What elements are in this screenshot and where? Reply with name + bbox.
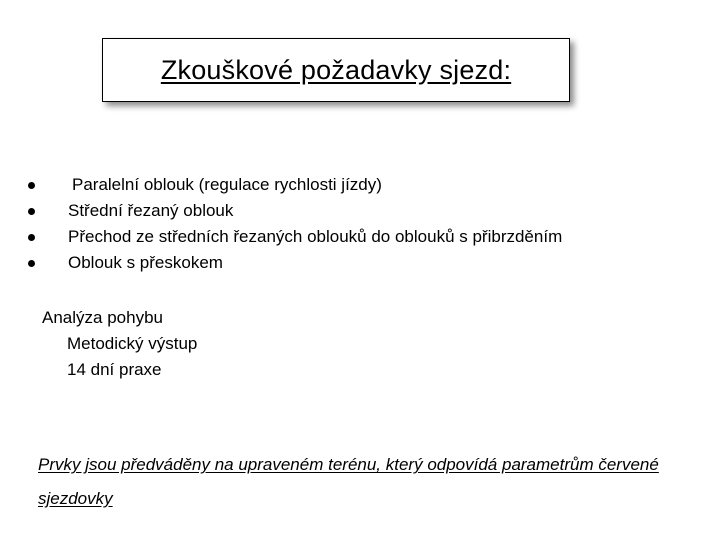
page-title: Zkouškové požadavky sjezd: (160, 54, 512, 85)
list-item-label: Paralelní oblouk (regulace rychlosti jízdy) (72, 175, 382, 194)
analysis-item: Metodický výstup (67, 334, 198, 353)
requirements-list (28, 172, 562, 276)
list-item (28, 172, 562, 198)
title-box (102, 38, 570, 102)
bullet-icon (28, 234, 35, 241)
list-item (28, 198, 562, 224)
list-item (28, 250, 562, 276)
list-item-label: Oblouk s přeskokem (68, 253, 223, 272)
list-item-label: Střední řezaný oblouk (68, 201, 234, 220)
terrain-note: Prvky jsou předváděny na upraveném terénu, který odpovídá parametrům červené sjezdovky (38, 455, 659, 508)
bullet-icon (28, 260, 35, 267)
bullet-icon (28, 208, 35, 215)
analysis-item: 14 dní praxe (67, 360, 162, 379)
list-item (28, 224, 562, 250)
list-item-label: Přechod ze středních řezaných oblouků do oblouků s přibrzděním (68, 227, 563, 246)
analysis-heading: Analýza pohybu (42, 308, 163, 327)
analysis-block (42, 305, 197, 383)
bullet-icon (28, 182, 35, 189)
